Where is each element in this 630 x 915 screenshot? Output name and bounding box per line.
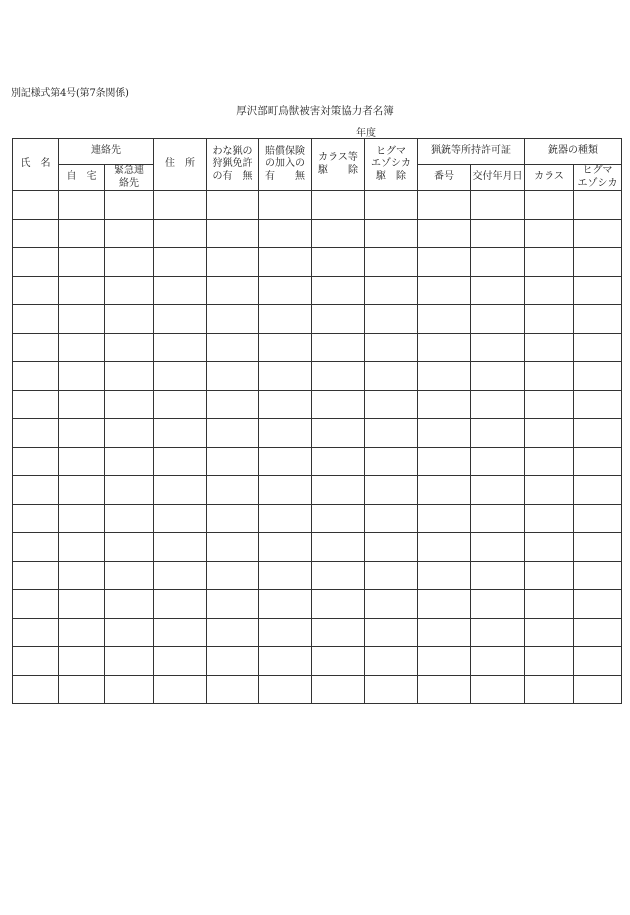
table-cell[interactable] xyxy=(154,618,207,647)
table-cell[interactable] xyxy=(207,276,259,305)
table-cell[interactable] xyxy=(365,362,418,391)
table-cell[interactable] xyxy=(574,618,622,647)
table-cell[interactable] xyxy=(574,590,622,619)
table-row xyxy=(13,362,622,391)
table-cell[interactable] xyxy=(154,561,207,590)
table-cell[interactable] xyxy=(13,476,59,505)
header-permit-number: 番号 xyxy=(418,165,471,191)
table-cell[interactable] xyxy=(154,390,207,419)
table-cell[interactable] xyxy=(365,561,418,590)
table-cell[interactable] xyxy=(207,590,259,619)
table-cell[interactable] xyxy=(418,647,471,676)
table-cell[interactable] xyxy=(59,675,105,704)
table-cell[interactable] xyxy=(259,447,312,476)
table-cell[interactable] xyxy=(365,504,418,533)
table-cell[interactable] xyxy=(574,419,622,448)
table-cell[interactable] xyxy=(259,618,312,647)
table-cell[interactable] xyxy=(471,362,525,391)
table-cell[interactable] xyxy=(105,476,154,505)
table-cell[interactable] xyxy=(13,533,59,562)
table-cell[interactable] xyxy=(154,276,207,305)
header-gun-type: 銃器の種類 xyxy=(525,139,622,165)
table-cell[interactable] xyxy=(13,362,59,391)
table-cell[interactable] xyxy=(207,504,259,533)
table-cell[interactable] xyxy=(105,419,154,448)
table-cell[interactable] xyxy=(13,248,59,277)
header-address: 住 所 xyxy=(154,139,207,191)
table-cell[interactable] xyxy=(312,647,365,676)
table-cell[interactable] xyxy=(59,419,105,448)
table-cell[interactable] xyxy=(105,675,154,704)
table-cell[interactable] xyxy=(418,590,471,619)
table-cell[interactable] xyxy=(59,476,105,505)
table-cell[interactable] xyxy=(105,362,154,391)
table-cell[interactable] xyxy=(312,476,365,505)
table-cell[interactable] xyxy=(574,276,622,305)
table-row xyxy=(13,561,622,590)
table-cell[interactable] xyxy=(13,305,59,334)
table-cell[interactable] xyxy=(365,647,418,676)
table-cell[interactable] xyxy=(365,219,418,248)
table-cell[interactable] xyxy=(365,333,418,362)
table-cell[interactable] xyxy=(259,191,312,220)
table-cell[interactable] xyxy=(418,533,471,562)
table-cell[interactable] xyxy=(259,248,312,277)
table-cell[interactable] xyxy=(259,561,312,590)
table-cell[interactable] xyxy=(312,504,365,533)
table-row xyxy=(13,618,622,647)
table-cell[interactable] xyxy=(13,447,59,476)
table-cell[interactable] xyxy=(365,476,418,505)
table-cell[interactable] xyxy=(312,362,365,391)
table-cell[interactable] xyxy=(207,248,259,277)
table-cell[interactable] xyxy=(525,618,574,647)
table-cell[interactable] xyxy=(312,276,365,305)
table-cell[interactable] xyxy=(471,276,525,305)
table-cell[interactable] xyxy=(471,191,525,220)
table-cell[interactable] xyxy=(207,305,259,334)
table-cell[interactable] xyxy=(259,362,312,391)
table-cell[interactable] xyxy=(525,419,574,448)
table-row xyxy=(13,333,622,362)
table-cell[interactable] xyxy=(471,390,525,419)
table-cell[interactable] xyxy=(418,504,471,533)
table-row xyxy=(13,219,622,248)
table-cell[interactable] xyxy=(471,533,525,562)
table-cell[interactable] xyxy=(105,276,154,305)
table-cell[interactable] xyxy=(471,447,525,476)
table-cell[interactable] xyxy=(574,191,622,220)
table-cell[interactable] xyxy=(154,504,207,533)
table-cell[interactable] xyxy=(525,447,574,476)
table-cell[interactable] xyxy=(365,447,418,476)
table-cell[interactable] xyxy=(574,390,622,419)
table-cell[interactable] xyxy=(312,590,365,619)
table-cell[interactable] xyxy=(105,561,154,590)
table-cell[interactable] xyxy=(525,533,574,562)
table-cell[interactable] xyxy=(154,447,207,476)
table-cell[interactable] xyxy=(418,675,471,704)
table-cell[interactable] xyxy=(471,647,525,676)
table-cell[interactable] xyxy=(59,276,105,305)
header-crow-removal: カラス等 駆 除 xyxy=(312,139,365,191)
table-cell[interactable] xyxy=(471,333,525,362)
table-cell[interactable] xyxy=(154,647,207,676)
table-cell[interactable] xyxy=(59,362,105,391)
table-cell[interactable] xyxy=(525,362,574,391)
table-cell[interactable] xyxy=(207,618,259,647)
table-cell[interactable] xyxy=(365,390,418,419)
table-cell[interactable] xyxy=(259,675,312,704)
fiscal-year-label: 年度 xyxy=(356,128,376,139)
table-cell[interactable] xyxy=(259,504,312,533)
table-row xyxy=(13,419,622,448)
table-cell[interactable] xyxy=(13,276,59,305)
table-cell[interactable] xyxy=(59,219,105,248)
table-cell[interactable] xyxy=(418,447,471,476)
header-gun-bear-deer: ヒグマ エゾシカ xyxy=(574,165,622,191)
table-cell[interactable] xyxy=(154,419,207,448)
table-row xyxy=(13,276,622,305)
table-cell[interactable] xyxy=(13,590,59,619)
table-row xyxy=(13,504,622,533)
table-cell[interactable] xyxy=(312,248,365,277)
table-cell[interactable] xyxy=(574,333,622,362)
table-cell[interactable] xyxy=(13,191,59,220)
table-cell[interactable] xyxy=(259,219,312,248)
table-row xyxy=(13,447,622,476)
table-cell[interactable] xyxy=(471,476,525,505)
table-cell[interactable] xyxy=(525,248,574,277)
table-cell[interactable] xyxy=(207,419,259,448)
table-cell[interactable] xyxy=(471,561,525,590)
table-cell[interactable] xyxy=(418,362,471,391)
table-cell[interactable] xyxy=(59,305,105,334)
table-cell[interactable] xyxy=(365,675,418,704)
table-cell[interactable] xyxy=(154,333,207,362)
table-cell[interactable] xyxy=(418,390,471,419)
table-cell[interactable] xyxy=(574,305,622,334)
table-cell[interactable] xyxy=(525,647,574,676)
table-cell[interactable] xyxy=(207,219,259,248)
table-cell[interactable] xyxy=(154,675,207,704)
table-cell[interactable] xyxy=(259,333,312,362)
table-cell[interactable] xyxy=(574,476,622,505)
table-cell[interactable] xyxy=(207,333,259,362)
table-cell[interactable] xyxy=(13,561,59,590)
header-contact-emergency: 緊急連 絡先 xyxy=(105,165,154,191)
table-cell[interactable] xyxy=(207,191,259,220)
table-row xyxy=(13,533,622,562)
table-cell[interactable] xyxy=(471,305,525,334)
table-cell[interactable] xyxy=(59,447,105,476)
table-cell[interactable] xyxy=(574,675,622,704)
table-cell[interactable] xyxy=(105,590,154,619)
table-cell[interactable] xyxy=(418,305,471,334)
table-cell[interactable] xyxy=(59,618,105,647)
table-cell[interactable] xyxy=(418,248,471,277)
table-cell[interactable] xyxy=(13,618,59,647)
table-cell[interactable] xyxy=(259,476,312,505)
table-cell[interactable] xyxy=(312,533,365,562)
table-cell[interactable] xyxy=(312,191,365,220)
table-cell[interactable] xyxy=(154,533,207,562)
table-cell[interactable] xyxy=(574,219,622,248)
table-cell[interactable] xyxy=(259,390,312,419)
table-cell[interactable] xyxy=(154,191,207,220)
table-cell[interactable] xyxy=(154,219,207,248)
table-cell[interactable] xyxy=(59,390,105,419)
table-cell[interactable] xyxy=(418,191,471,220)
table-cell[interactable] xyxy=(13,419,59,448)
table-cell[interactable] xyxy=(418,276,471,305)
table-cell[interactable] xyxy=(365,618,418,647)
header-insurance: 賠償保険 の加入の 有 無 xyxy=(259,139,312,191)
table-cell[interactable] xyxy=(525,590,574,619)
document-title: 厚沢部町鳥獣被害対策協力者名簿 xyxy=(236,105,394,117)
table-cell[interactable] xyxy=(471,419,525,448)
table-row xyxy=(13,191,622,220)
table-cell[interactable] xyxy=(13,504,59,533)
table-cell[interactable] xyxy=(418,219,471,248)
table-cell[interactable] xyxy=(207,476,259,505)
table-cell[interactable] xyxy=(105,533,154,562)
table-cell[interactable] xyxy=(365,590,418,619)
table-cell[interactable] xyxy=(312,561,365,590)
table-cell[interactable] xyxy=(13,647,59,676)
table-cell[interactable] xyxy=(312,390,365,419)
table-cell[interactable] xyxy=(207,675,259,704)
table-cell[interactable] xyxy=(259,647,312,676)
table-cell[interactable] xyxy=(525,504,574,533)
table-cell[interactable] xyxy=(207,561,259,590)
table-row xyxy=(13,248,622,277)
table-cell[interactable] xyxy=(574,447,622,476)
table-cell[interactable] xyxy=(259,590,312,619)
table-cell[interactable] xyxy=(207,533,259,562)
table-cell[interactable] xyxy=(418,561,471,590)
table-cell[interactable] xyxy=(105,191,154,220)
table-cell[interactable] xyxy=(59,504,105,533)
table-cell[interactable] xyxy=(471,219,525,248)
table-cell[interactable] xyxy=(105,219,154,248)
table-cell[interactable] xyxy=(312,618,365,647)
table-cell[interactable] xyxy=(207,362,259,391)
table-cell[interactable] xyxy=(105,248,154,277)
table-cell[interactable] xyxy=(418,618,471,647)
table-row xyxy=(13,305,622,334)
table-cell[interactable] xyxy=(471,618,525,647)
table-cell[interactable] xyxy=(259,419,312,448)
table-row xyxy=(13,590,622,619)
table-cell[interactable] xyxy=(105,618,154,647)
form-label: 別記様式第4号(第7条関係) xyxy=(11,88,129,99)
table-cell[interactable] xyxy=(574,248,622,277)
table-cell[interactable] xyxy=(59,590,105,619)
header-gun-crow: カラス xyxy=(525,165,574,191)
header-gun-permit: 猟銃等所持許可証 xyxy=(418,139,525,165)
header-contact-home: 自 宅 xyxy=(59,165,105,191)
header-contact: 連絡先 xyxy=(59,139,154,165)
table-cell[interactable] xyxy=(105,504,154,533)
table-cell[interactable] xyxy=(574,362,622,391)
table-row xyxy=(13,390,622,419)
table-cell[interactable] xyxy=(13,390,59,419)
table-row xyxy=(13,476,622,505)
cooperator-register-table xyxy=(12,138,622,704)
table-cell[interactable] xyxy=(574,561,622,590)
table-cell[interactable] xyxy=(312,333,365,362)
table-cell[interactable] xyxy=(418,333,471,362)
table-cell[interactable] xyxy=(105,333,154,362)
table-cell[interactable] xyxy=(312,675,365,704)
table-cell[interactable] xyxy=(312,447,365,476)
table-cell[interactable] xyxy=(13,675,59,704)
table-cell[interactable] xyxy=(59,647,105,676)
table-cell[interactable] xyxy=(312,219,365,248)
table-cell[interactable] xyxy=(59,561,105,590)
table-cell[interactable] xyxy=(59,333,105,362)
table-cell[interactable] xyxy=(471,675,525,704)
table-cell[interactable] xyxy=(365,533,418,562)
table-cell[interactable] xyxy=(13,219,59,248)
table-cell[interactable] xyxy=(259,276,312,305)
table-cell[interactable] xyxy=(525,333,574,362)
table-cell[interactable] xyxy=(525,219,574,248)
table-cell[interactable] xyxy=(525,561,574,590)
table-cell[interactable] xyxy=(154,305,207,334)
table-cell[interactable] xyxy=(207,647,259,676)
table-cell[interactable] xyxy=(105,390,154,419)
table-cell[interactable] xyxy=(365,248,418,277)
table-cell[interactable] xyxy=(418,419,471,448)
table-cell[interactable] xyxy=(154,248,207,277)
table-cell[interactable] xyxy=(312,419,365,448)
table-cell[interactable] xyxy=(574,533,622,562)
table-cell[interactable] xyxy=(525,476,574,505)
table-cell[interactable] xyxy=(574,647,622,676)
table-cell[interactable] xyxy=(59,248,105,277)
table-cell[interactable] xyxy=(525,675,574,704)
table-cell[interactable] xyxy=(105,647,154,676)
table-cell[interactable] xyxy=(105,305,154,334)
table-cell[interactable] xyxy=(525,390,574,419)
table-row xyxy=(13,675,622,704)
table-cell[interactable] xyxy=(13,333,59,362)
header-trap-license: わな猟の 狩猟免許 の有 無 xyxy=(207,139,259,191)
header-permit-date: 交付年月日 xyxy=(471,165,525,191)
table-row xyxy=(13,647,622,676)
table-cell[interactable] xyxy=(574,504,622,533)
table-cell[interactable] xyxy=(365,419,418,448)
table-cell[interactable] xyxy=(154,362,207,391)
table-cell[interactable] xyxy=(471,248,525,277)
table-cell[interactable] xyxy=(259,305,312,334)
table-cell[interactable] xyxy=(59,191,105,220)
table-cell[interactable] xyxy=(207,447,259,476)
table-cell[interactable] xyxy=(154,590,207,619)
table-cell[interactable] xyxy=(154,476,207,505)
table-cell[interactable] xyxy=(418,476,471,505)
header-bear-deer-removal: ヒグマ エゾシカ 駆 除 xyxy=(365,139,418,191)
table-cell[interactable] xyxy=(105,447,154,476)
table-cell[interactable] xyxy=(471,590,525,619)
table-cell[interactable] xyxy=(525,276,574,305)
table-cell[interactable] xyxy=(365,276,418,305)
table-cell[interactable] xyxy=(259,533,312,562)
table-cell[interactable] xyxy=(59,533,105,562)
table-cell[interactable] xyxy=(312,305,365,334)
header-name: 氏 名 xyxy=(13,139,59,191)
table-cell[interactable] xyxy=(207,390,259,419)
table-cell[interactable] xyxy=(365,305,418,334)
table-cell[interactable] xyxy=(525,191,574,220)
table-cell[interactable] xyxy=(525,305,574,334)
table-cell[interactable] xyxy=(471,504,525,533)
table-cell[interactable] xyxy=(365,191,418,220)
